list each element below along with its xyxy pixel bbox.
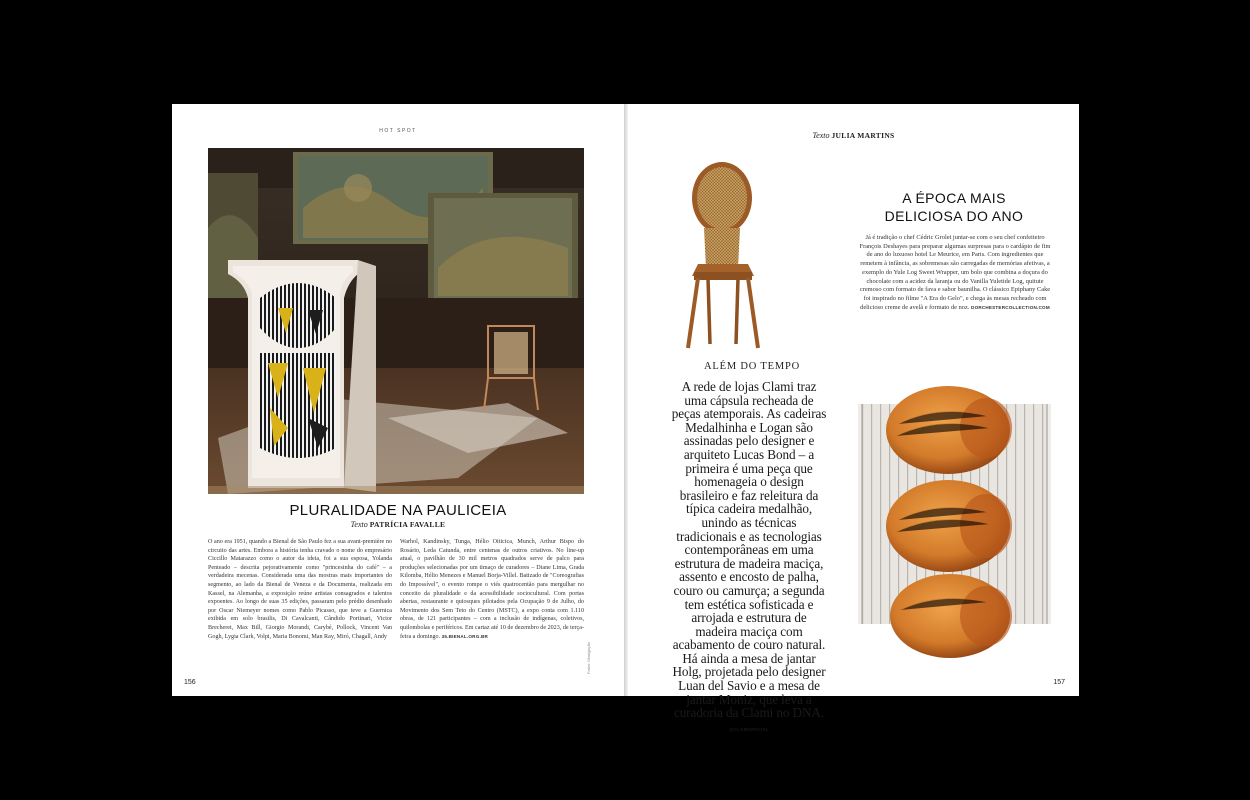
pastry-illustration [858,404,1051,624]
byline [172,520,624,529]
right-page [628,104,1079,732]
photo-credit: Fotos: Divulgação [586,641,591,674]
page-number-right: 157 [1053,679,1065,686]
section-kicker: HOT SPOT [379,128,417,134]
body-column-1: O ano era 1951, quando a Bienal de São Paulo fez a sua avant-première no circuito das artes. Embora a história tenha cravado o nome do empresário Ciccillo Matarazzo como o autor da ideia, foi a sua esposa, Yolanda Penteado – descrita pejorativamente como "princesinha do café" – a verdadeira mecenas. Considerada uma das mostras mais importantes do segmento, ao lado da Bienal de Veneza e da Documenta, realizada em Kassel, na Alemanha, a exposição reúne artistas consagrados e talentos expoentes. Ao longo de suas 35 edições, passaram pelo prédio desenhado por Oscar Niemeyer nomes como Pablo Picasso, que teve a Guernica exibida em solo brasilis, Di Cavalcanti, Cândido Portinari, Victor Brecheret, Max Bill, Giorgio Morandi, Carybé, Pollock, Vincent Van Gogh, Lygia Clark, Volpi, Maria Bonomi, Man Ray, Miró, Chagall, Andy [208,539,392,640]
feature-credit: DORCHESTERCOLLECTION.COM [971,304,1050,310]
exhibition-photo [208,148,584,494]
chair-illustration [680,160,764,350]
page-number: 156 [184,679,196,686]
article-title: PLURALIDADE NA PAULICEIA [289,502,507,519]
section-body [670,380,828,736]
right-byline [628,131,1079,140]
chair-photo [680,160,764,350]
right-byline-author: JULIA MARTINS [831,131,895,140]
section-credit: @CLAMIOFICIAL [729,726,769,732]
feature-body: Já é tradição o chef Cédric Grolet juntar-se com o seu chef confeiteiro François Deshayes para preparar algumas surpresas para o cardápio de fim de ano do luxuoso hotel Le Meurice, em Paris. Com ingredientes que remetem à infância, as sobremesas são carregadas de memórias afetivas, a exemplo do Yule Log Sweet Wrapper, um bolo que combina a doçura do chocolate com a acidez da laranja ou do Vanilla Yuletide Log, quitute cremoso com formato de fava e sabor baunilha. O clássico Epiphany Cake foi inspirado no filme "A Era do Gelo", e chega às mesas recheado com delicioso creme de avelã e formato de noz. [859,234,1051,311]
feature-text [856,234,1054,312]
left-page [172,104,624,696]
section-heading: ALÉM DO TEMPO [704,361,800,372]
exhibition-illustration [208,148,584,494]
article-credit: 35.BIENAL.ORG.BR [441,633,488,639]
section-text: A rede de lojas Clami traz uma cápsula recheada de peças atemporais. As cadeiras Medalhinha e Logan são assinadas pelo designer e arquiteto Lucas Bond – a primeira é uma peça que homenageia o design brasileiro e faz releitura da típica cadeira medalhão, unindo as técnicas tradicionais e as tecnologias contemporâneas em uma estrutura de madeira maciça, assento e encosto de palha, couro ou camurça; a segunda tem estética sofisticada e arrojada e estrutura de madeira maciça com acabamento de couro natural. Há ainda a mesa de jantar Holg, projetada pelo designer Luan del Savio e a mesa de jantar Moniz, que leva a curadoria da Clami no DNA. [671,379,827,721]
byline-prefix: Texto [350,520,368,529]
body-column-2-text: Warhol, Kandinsky, Tunga, Hélio Oiticica, Munch, Arthur Bispo do Rosário, Leda Catunda, entre centenas de outros criativos. No line-up atual, o pavilhão de 30 mil metros quadrados serve de palco para produções selecionadas por um timaço de curadores – Diane Lima, Grada Kilomba, Hélio Menezes e Manuel Borja-Villel. Batizado de "Coreografias do Impossível", o evento rompe o viés quatrocentão para mergulhar no conceito da pluralidade e da acessibilidade sociocultural. Com portas abertas, restaurante e quiosques pilotados pela Ocupação 9 de Julho, do Movimento dos Sem Teto do Centro (MSTC), a expo conta com 1.110 obras, de 121 participantes – com a inclusão de indígenas, coletivos, quilombolas e periféricos. Em cartaz até 10 de dezembro de 2023, de terça-feira a domingo. [400,539,584,640]
right-byline-prefix: Texto [812,131,830,140]
feature-title-line1: A ÉPOCA MAIS [902,190,1006,206]
pastry-photo [858,404,1051,624]
feature-title [854,189,1054,225]
body-column-2 [400,538,584,641]
feature-title-line2: DELICIOSA DO ANO [884,208,1024,224]
byline-author: PATRÍCIA FAVALLE [369,520,446,529]
